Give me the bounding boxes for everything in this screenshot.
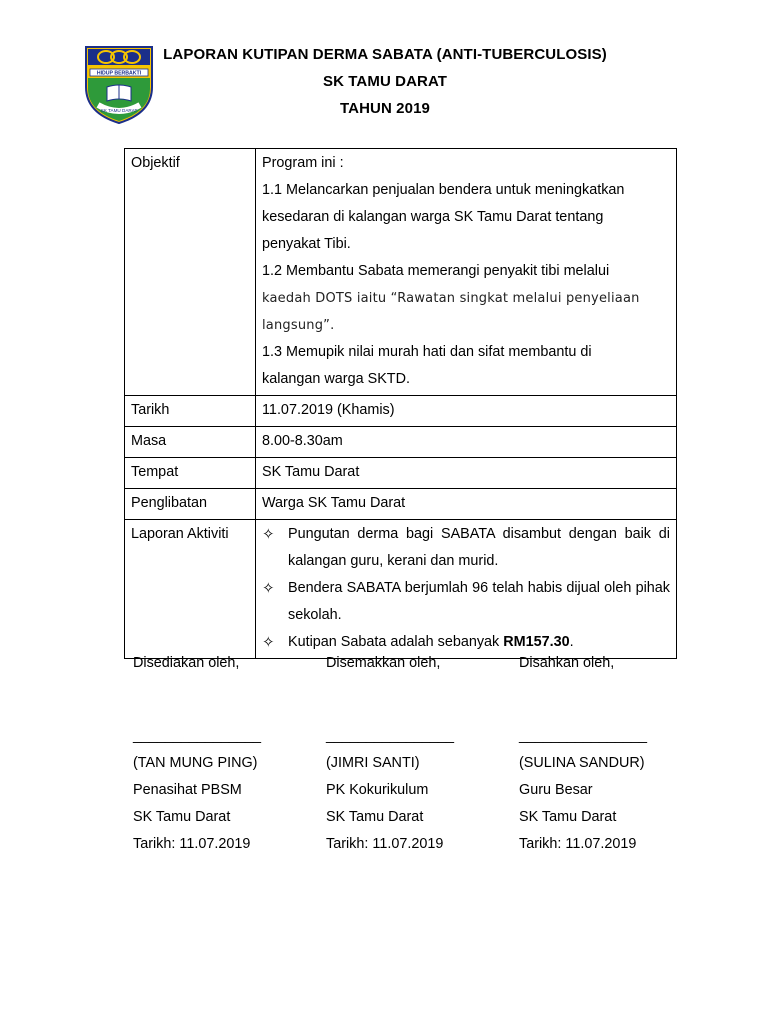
star-bullet-icon: ✧ [262,526,275,543]
row-objektif [125,149,677,396]
masa-value: 8.00-8.30am [256,427,677,458]
penglibatan-label: Penglibatan [125,489,256,520]
activity-text-prefix: Kutipan Sabata adalah sebanyak [288,634,504,650]
signatory-name: (TAN MUNG PING) [133,755,258,771]
tarikh-value: 11.07.2019 (Khamis) [256,396,677,427]
objektif-line: 1.1 Melancarkan penjualan bendera untuk meningkatkan [262,182,625,198]
row-tempat [125,458,677,489]
objektif-line: penyakat Tibi. [262,236,351,252]
laporan-content [256,520,677,659]
signature-line: ________________ [133,728,262,744]
crest-motto: HIDUP BERBAKTI [96,70,142,77]
objektif-line: kesedaran di kalangan warga SK Tamu Darat tentang [262,209,604,225]
row-laporan-aktiviti [125,520,677,659]
signature-date: Tarikh: 11.07.2019 [326,836,444,852]
signature-line: ________________ [519,728,648,744]
objektif-line: kalangan warga SKTD. [262,371,410,387]
signatory-name: (SULINA SANDUR) [519,755,645,771]
activity-list [262,521,670,656]
signature-heading: Disemakkan oleh, [326,655,441,671]
signature-heading: Disahkan oleh, [519,655,615,671]
school-name-heading: SK TAMU DARAT [322,73,448,90]
objektif-line: kaedah DOTS iaitu “Rawatan singkat melalui penyeliaan [262,291,640,306]
report-table [124,148,677,659]
signature-block-checked [326,650,516,858]
signature-date: Tarikh: 11.07.2019 [519,836,637,852]
year-heading: TAHUN 2019 [340,100,430,117]
signature-date: Tarikh: 11.07.2019 [133,836,251,852]
collection-amount: RM157.30 [503,634,570,650]
penglibatan-value: Warga SK Tamu Darat [256,489,677,520]
activity-item [262,521,670,575]
signatory-school: SK Tamu Darat [326,809,424,825]
signatory-school: SK Tamu Darat [133,809,231,825]
laporan-label: Laporan Aktiviti [125,520,256,659]
objektif-content [256,149,677,396]
activity-text: Pungutan derma bagi SABATA disambut dengan baik di kalangan guru, kerani dan murid. [288,526,670,569]
row-tarikh [125,396,677,427]
masa-label: Masa [125,427,256,458]
objektif-line: Program ini : [262,155,344,171]
signatory-role: Penasihat PBSM [133,782,242,798]
school-crest-logo [82,43,156,125]
activity-item [262,575,670,629]
activity-text: Bendera SABATA berjumlah 96 telah habis dijual oleh pihak sekolah. [288,580,670,623]
signature-heading: Disediakan oleh, [133,655,240,671]
tempat-value: SK Tamu Darat [256,458,677,489]
objektif-line: langsung”. [262,318,335,333]
signature-line: ________________ [326,728,455,744]
signature-block-approved [519,650,709,858]
signatory-school: SK Tamu Darat [519,809,617,825]
star-bullet-icon: ✧ [262,634,275,651]
objektif-label: Objektif [125,149,256,396]
signatory-role: PK Kokurikulum [326,782,429,798]
objektif-line: 1.2 Membantu Sabata memerangi penyakit tibi melalui [262,263,610,279]
row-penglibatan [125,489,677,520]
activity-text-suffix: . [569,634,574,650]
report-title: LAPORAN KUTIPAN DERMA SABATA (ANTI-TUBERCULOSIS) [163,46,607,63]
tempat-label: Tempat [125,458,256,489]
signature-block-prepared [133,650,323,858]
crest-school-name: SK TAMU DARAT [100,108,138,113]
signatory-name: (JIMRI SANTI) [326,755,420,771]
objektif-line: 1.3 Memupik nilai murah hati dan sifat membantu di [262,344,592,360]
signatory-role: Guru Besar [519,782,593,798]
row-masa [125,427,677,458]
star-bullet-icon: ✧ [262,580,275,597]
tarikh-label: Tarikh [125,396,256,427]
